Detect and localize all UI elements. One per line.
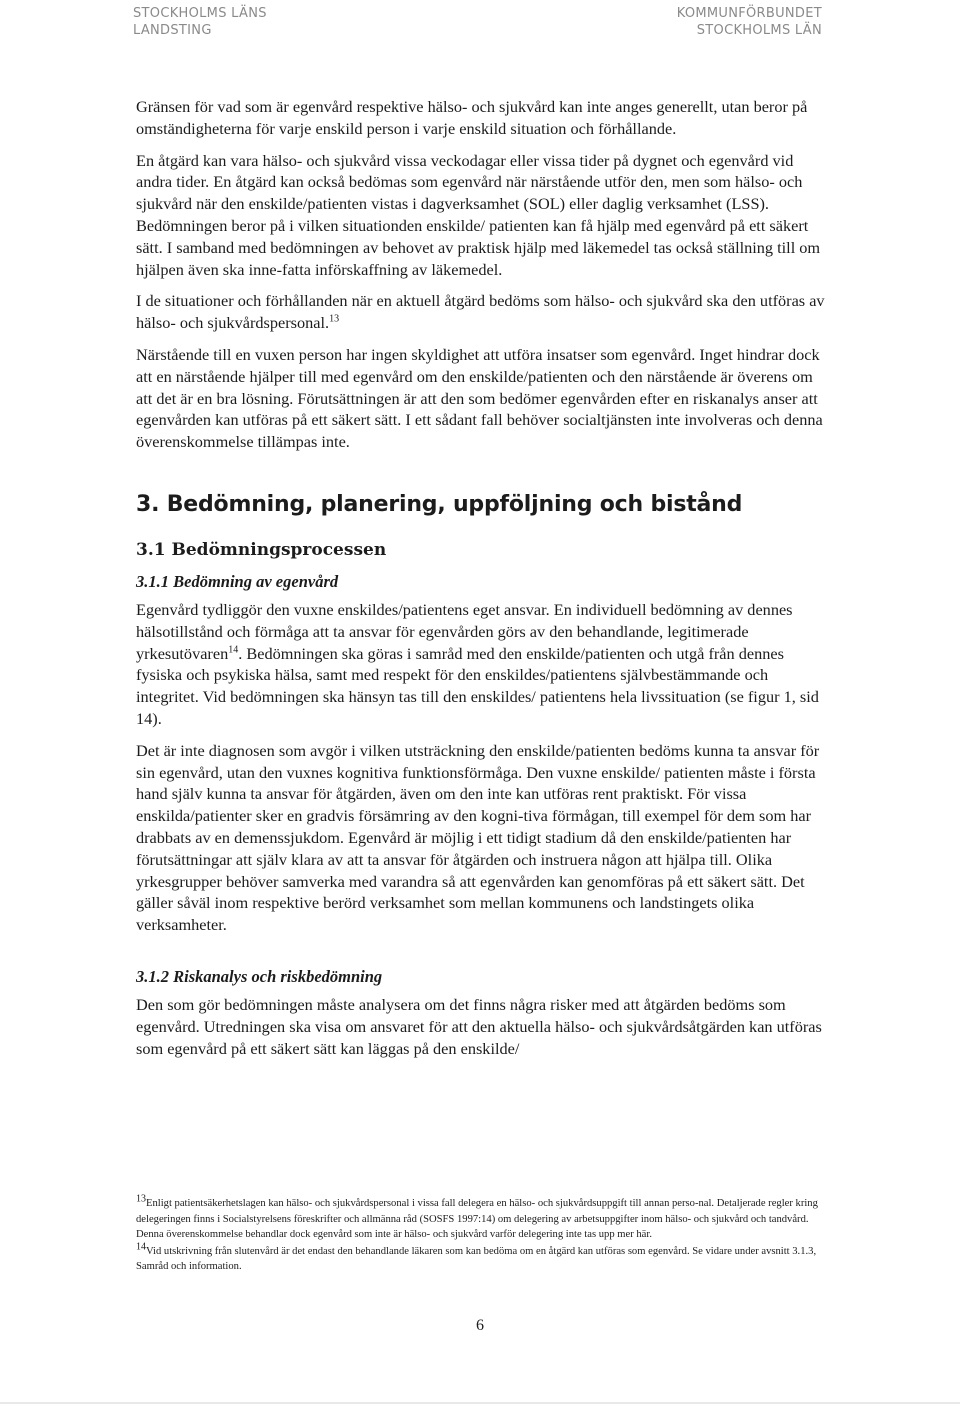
paragraph-situationer	[136, 290, 826, 334]
header-left-line2: LANDSTING	[133, 23, 212, 38]
page-bottom-edge	[0, 1402, 960, 1404]
footnote-14-text: Vid utskrivning från slutenvård är det endast den behandlande läkaren som kan bedöma om en åtgärd kan utföras som egenvård. Se vidare under avsnitt 3.1.3, Samråd och information.	[136, 1245, 817, 1272]
paragraph-diagnos: Det är inte diagnosen som avgör i vilken utsträckning den enskilde/patienten bedöms kunna ta ansvar för sin egenvård, utan den vuxnes kognitiva funktionsförmåga. Den vuxne enskilde/ patienten måste i första hand själv kunna ta ansvar för åtgärden, även om den inte kan utföras rent praktiskt. För vissa enskilda/patienter sker en gradvis försämring av den kogni-tiva förmågan, till exempel för dem som har drabbats av en demenssjukdom. Egenvård är möjlig i ett tidigt stadium då den enskilde/patienten har förutsättningar att själv klara av att ta ansvar för åtgärden och instruera någon att hjälpa till. Olika yrkesgrupper behöver samverka med varandra så att egenvården kan genomföras på ett säkert sätt. Det gäller såväl inom respektive berörd verksamhet som mellan kommunens och landstingets olika verksamheter.	[136, 740, 820, 935]
header-right-org	[677, 5, 822, 39]
footnote-ref-13: 13	[329, 313, 340, 325]
paragraph-grans: Gränsen för vad som är egenvård respektive hälso- och sjukvård kan inte anges generellt, utan beror på omständigheterna för varje enskild person i varje enskild situation och förhållande.	[136, 97, 808, 138]
footnote-14	[136, 1240, 826, 1275]
paragraph-riskanalys: Den som gör bedömningen måste analysera om det finns några risker med att åtgärden bedöms som egenvård. Utredningen ska visa om ansvaret för att den aktuella hälso- och sjukvårdsåtgärden kan utföras som egenvård på ett säkert sätt kan läggas på den enskilde/	[136, 994, 822, 1058]
footnote-14-number: 14	[136, 1240, 146, 1252]
paragraph-atgard: En åtgärd kan vara hälso- och sjukvård vissa veckodagar eller vissa tider på dygnet och egenvård vid andra tider. En åtgärd kan också bedömas som egenvård när närstående utför den, men som hälso- och sjukvård när den enskilde/patienten vistas i dagverksamhet (SOL) eller daglig verksamhet (LSS). Bedömningen beror på i vilken situationden enskilde/ patienten kan få hjälp med egenvård på ett säkert sätt. I samband med bedömningen av behovet av praktisk hjälp med läkemedel tas också ställning till om hjälpen även ska inne-fatta införskaffning av läkemedel.	[136, 150, 821, 279]
paragraph-egenvard-ansvar-end: . Bedömningen ska göras i samråd med den enskilde/patienten och utgå från dennes fysiska och psykiska hälsa, samt med respekt för den enskildes/patientens självbestämmande och integritet. Vid bedömningen ska hänsyn tas till den enskildes/ patientens hela livssituation (se figur 1, sid 14).	[136, 643, 819, 728]
header-left-org	[133, 5, 267, 39]
header-right-line2: STOCKHOLMS LÄN	[696, 23, 822, 38]
footnote-13-text: Enligt patientsäkerhetslagen kan hälso- och sjukvårdspersonal i vissa fall delegera en hälso- och sjukvårdsuppgift till annan perso-nal. Detaljerade regler kring delegeringen finns i Socialstyrelsens föreskrifter och allmänna råd (SOSFS 1997:14) om delegering av arbetsuppgifter inom hälso- och sjukvård och tandvård. Denna överenskommelse behandlar dock egenvård som inte är hälso- och sjukvård varför delegering inte tas upp mer här.	[136, 1198, 818, 1240]
footnote-ref-14: 14	[228, 644, 239, 656]
page-number: 6	[476, 1317, 484, 1334]
footnote-13	[136, 1193, 826, 1243]
header-left-line1: STOCKHOLMS LÄNS	[133, 6, 267, 21]
document-body	[136, 96, 826, 1069]
section-3-1-2-heading: 3.1.2 Riskanalys och riskbedömning	[136, 966, 383, 986]
paragraph-narstaende: Närstående till en vuxen person har ingen skyldighet att utföra insatser som egenvård. Inget hindrar dock att en närstående hjälper till med egenvård om den enskilde/patienten och den närstående är överens om att det är en bra lösning. Förutsättningen är att den som bedömer egenvården efter en riskanalys anser att egenvården kan utföras på ett säkert sätt. I ett sådant fall behöver socialtjänsten inte involveras och denna överenskommelse tillämpas inte.	[136, 344, 823, 452]
footnotes	[136, 1193, 826, 1276]
paragraph-egenvard-ansvar-start: Egenvård tydliggör den vuxne enskildes/patientens eget ansvar. En individuell bedömning av dennes hälsotillstånd och förmåga att ta ansvar för egenvården görs av den behandlande, legitimerade yrkesutövaren	[136, 599, 793, 663]
paragraph-situationer-text: I de situationer och förhållanden när en aktuell åtgärd bedöms som hälso- och sjukvård ska den utföras av hälso- och sjukvårdspersonal.	[136, 291, 825, 333]
header-right-line1: KOMMUNFÖRBUNDET	[676, 6, 822, 21]
section-3-heading: 3. Bedömning, planering, uppföljning och bistånd	[136, 491, 743, 517]
section-3-1-1-heading: 3.1.1 Bedömning av egenvård	[136, 571, 339, 591]
section-3-1-heading: 3.1 Bedömningsprocessen	[136, 539, 387, 560]
footnote-13-number: 13	[136, 1193, 146, 1205]
paragraph-egenvard-ansvar	[136, 599, 826, 730]
